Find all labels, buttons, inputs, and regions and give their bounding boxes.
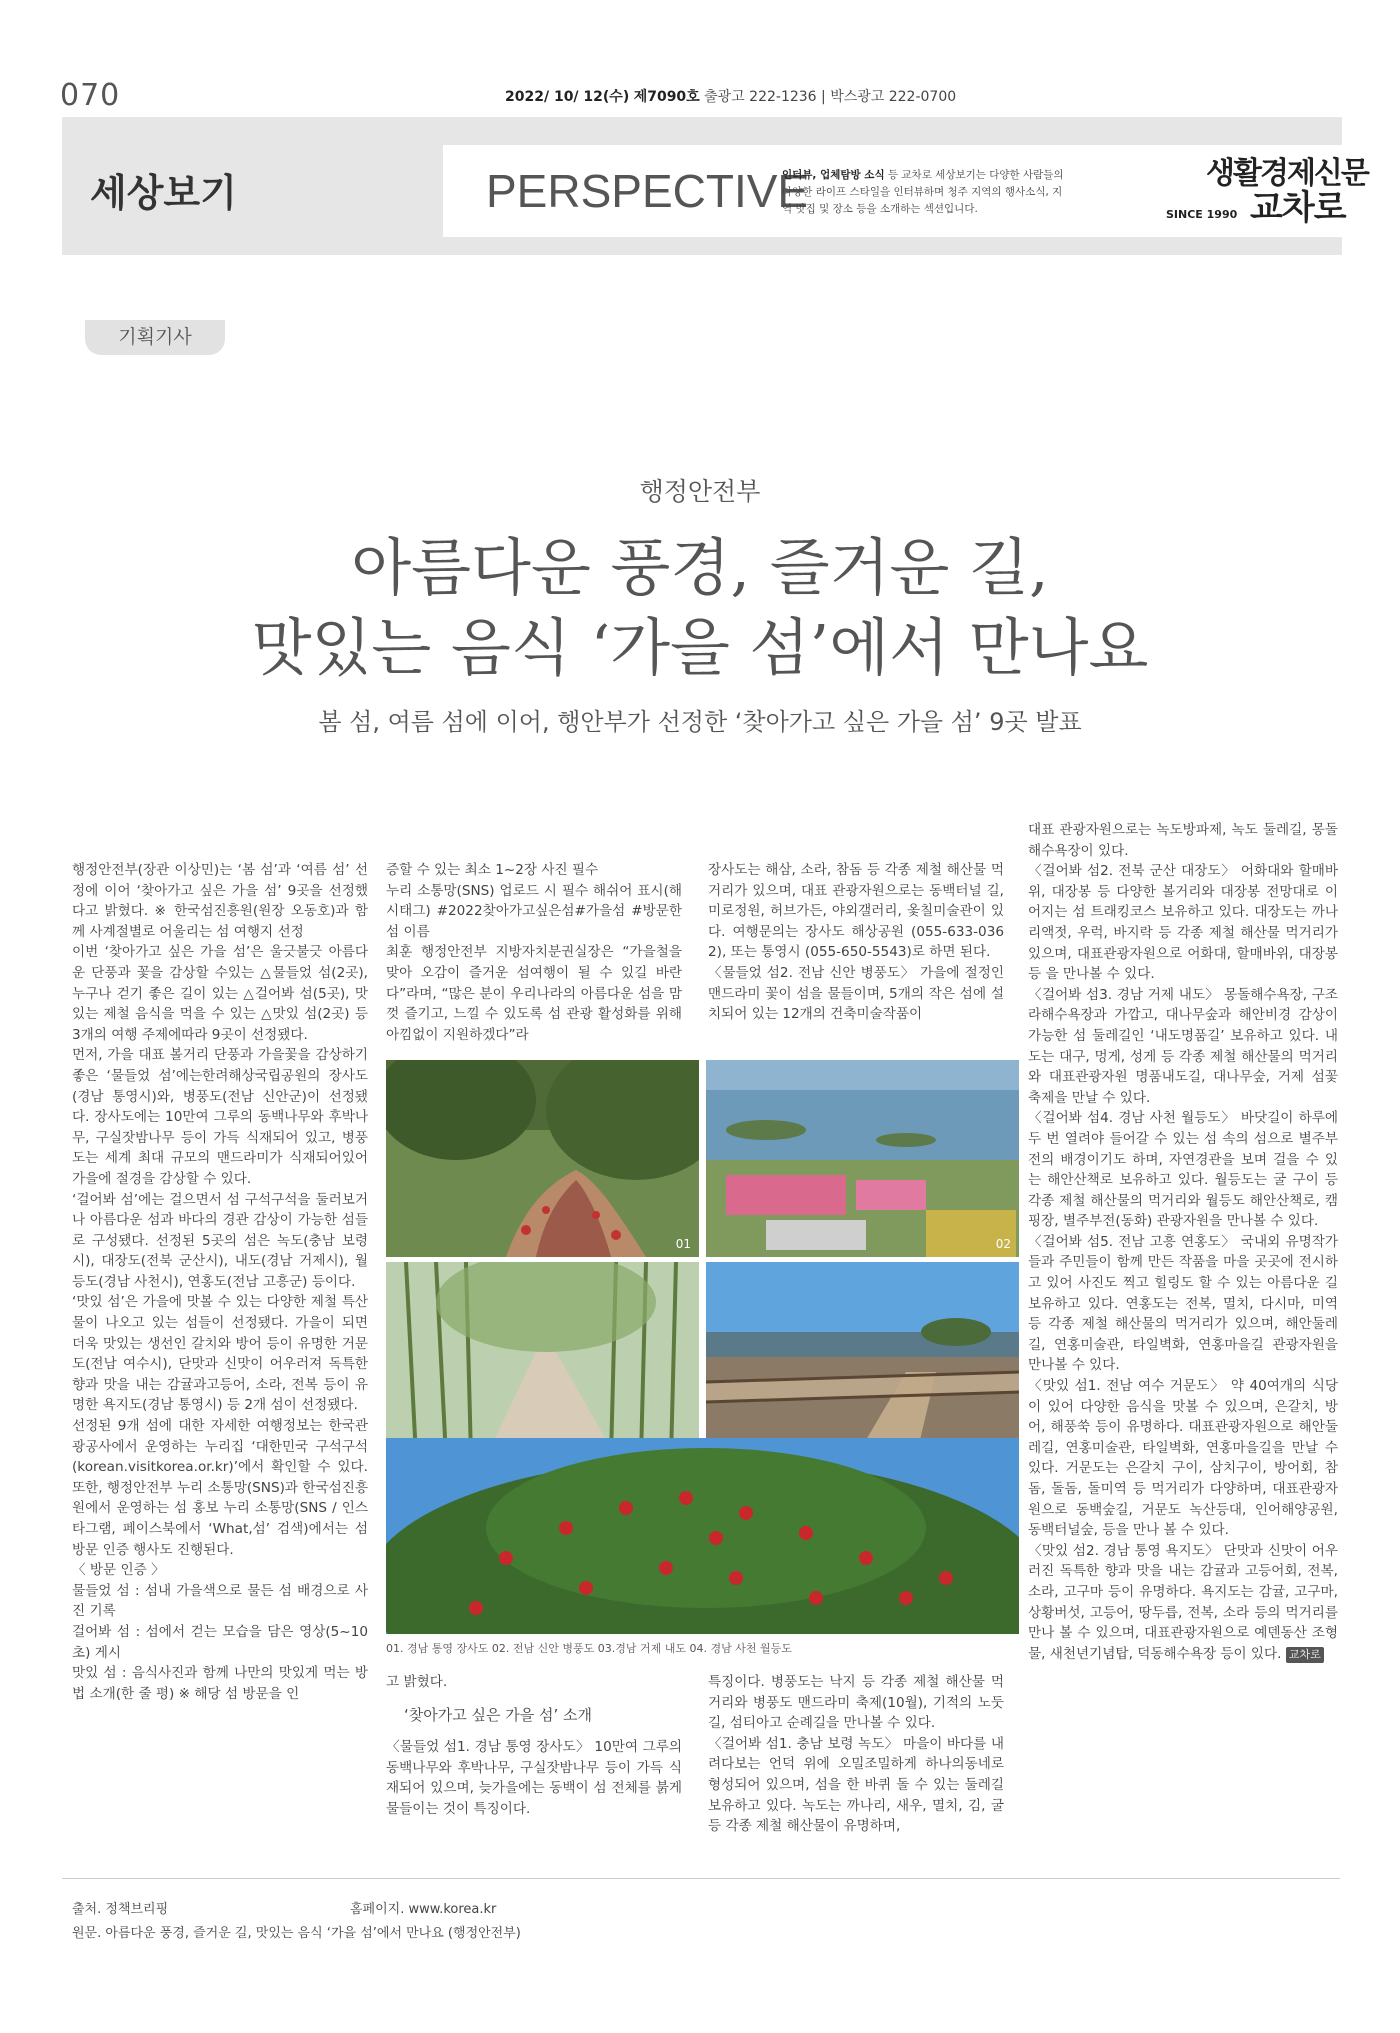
logo-tagline: 생활경제신문: [1206, 156, 1368, 191]
photo-jangsado-image: [386, 1060, 699, 1257]
paragraph: 물들었 섬 : 섬내 가을색으로 물든 섬 배경으로 사진 기록: [72, 1582, 368, 1620]
paragraph: 맛있 섬 : 음식사진과 함께 나만의 맛있게 먹는 방법 소개(한 줄 평) ※ 해당 섬 방문을 인: [72, 1665, 368, 1702]
article-column-3-bottom: [708, 1672, 1004, 1837]
footer-homepage: 홈페이지. www.korea.kr: [350, 1902, 497, 1917]
photo-byeongpungdo-image: [706, 1060, 1019, 1257]
headline-line-1: 아름다운 풍경, 즐거운 길,: [351, 531, 1049, 604]
article-headline: [0, 528, 1400, 688]
section-description-highlight: 인터뷰, 업체탐방 소식: [782, 169, 885, 181]
paragraph: 누리 소통망(SNS) 업로드 시 필수 해쉬어 표시(해시태그) #2022찾아가고싶은섬#가을섬 #방문한 섬 이름: [386, 882, 682, 940]
paragraph: 대표 관광자원으로는 녹도방파제, 녹도 둘레길, 몽돌해수욕장이 있다.: [1028, 822, 1338, 859]
headline-line-2: 맛있는 음식 ‘가을 섬’에서 만나요: [251, 611, 1149, 684]
photo-number: 02: [995, 1237, 1011, 1251]
paragraph: 먼저, 가을 대표 볼거리 단풍과 가을꽃을 감상하기 좋은 ‘물들었 섬’에는한려해상국립공원의 장사도(경남 통영시)와, 병풍도(전남 신안군)이 선정됐다. 장사도에는 10만여 그루의 동백나무와 후박나무, 구실잣밤나무 등이 가득 식재되어 있고, 병풍도는 세계 최대 규모의 맨드라미가 식재되어있어 가을에 절경을 감상할 수 있다.: [72, 1047, 368, 1187]
article-subheadline: 봄 섬, 여름 섬에 이어, 행안부가 선정한 ‘찾아가고 싶은 가을 섬’ 9곳 발표: [318, 708, 1082, 736]
section-description-text: 등 교차로 세상보기는 다양한 사람들의 다양한 라이프 스타일을 인터뷰하며 청주 지역의 행사소식, 지역 맛집 및 장소 등을 소개하는 섹션입니다.: [782, 169, 1064, 215]
paragraph: 걸어봐 섬 : 섬에서 걷는 모습을 담은 영상(5~10초) 게시: [72, 1623, 368, 1661]
paragraph: 〈물들었 섬1. 경남 통영 장사도〉 10만여 그루의 동백나무와 후박나무, 구실잣밤나무 등이 가득 식재되어 있으며, 늦가을에는 동백이 섬 전체를 붉게 물들이는 것이 특징이다.: [386, 1739, 682, 1817]
paragraph: 〈물들었 섬2. 전남 신안 병풍도〉 가을에 절정인 맨드라미 꽃이 섬을 물들이며, 5개의 작은 섬에 설치되어 있는 12개의 건축미술작품이: [708, 964, 1004, 1023]
article-column-4: [1028, 820, 1338, 1664]
paragraph: 〈걸어봐 섬5. 전남 고흥 연홍도〉 국내외 유명작가들과 주민들이 함께 만든 작품을 마을 곳곳에 전시하고 있어 사진도 찍고 힐링도 할 수 있는 아름다운 길 보유하고 있다. 연홍도는 전복, 멸치, 다시마, 미역 등 각종 제철 해산물의 먹거리가 있으며, 해안둘레길, 연홍미술관, 타일벽화, 연홍마을길 관광자원을 만나볼 수 있다.: [1028, 1233, 1338, 1374]
newspaper-logo: [1158, 148, 1368, 228]
logo-since: SINCE 1990: [1166, 208, 1238, 221]
section-description: [782, 167, 1072, 218]
paragraph: [1028, 1541, 1338, 1665]
issue-info: [505, 86, 956, 106]
page-number: 070: [60, 78, 121, 113]
end-mark-badge: 교차로: [1286, 1647, 1324, 1663]
paragraph: 최훈 행정안전부 지방자치분권실장은 “가을철을 맞아 오감이 즐거운 섬여행이 될 수 있길 바란다”라며, “많은 분이 우리나라의 아름다운 섬을 맘껏 즐기고, 느낄 수 있도록 섬 관광 활성화를 위해 아낌없이 지원하겠다”라: [386, 944, 682, 1043]
paragraph: 〈걸어봐 섬4. 경남 사천 월등도〉 바닷길이 하루에 두 번 열려야 들어갈 수 있는 섬 속의 섬으로 별주부전의 배경이기도 하며, 자연경관을 보며 걸을 수 있는 해안산책로 보유하고 있다. 월등도는 굴 구이 등 각종 제철 해산물의 먹거리와 월등도 해안산책로, 캠핑장, 별주부전(동화) 관광자원을 만나볼 수 있다.: [1028, 1110, 1338, 1230]
paragraph: 〈 방문 인증 〉: [72, 1562, 165, 1579]
footer-source: 출처. 정책브리핑: [72, 1902, 169, 1917]
article-column-3-top: [708, 860, 1004, 1025]
subsection-heading: ‘찾아가고 싶은 가을 섬’ 소개: [404, 1705, 592, 1724]
paragraph: 고 밝혔다.: [386, 1674, 448, 1690]
photo-woldeungdo: [706, 1262, 1019, 1457]
photo-number: 01: [675, 1237, 691, 1251]
paragraph: 〈맛있 섬1. 전남 여수 거문도〉 약 40여개의 식당이 있어 다양한 음식을 맛볼 수 있으며, 은갈치, 방어, 해풍쑥 등이 유명하다. 대표관광자원으로 해안둘레길, 연홍미술관, 타일벽화, 연홍마을길을 만날 수 있다. 거문도는 은갈치 구이, 삼치구이, 방어회, 참돔, 돌돔, 돌미역 등 먹거리가 다양하며, 대표관광자원으로 동백숲길, 거문도 녹산등대, 인어해양공원, 동백터널숲, 등을 만나 볼 수 있다.: [1028, 1378, 1338, 1539]
paragraph: 〈걸어봐 섬2. 전북 군산 대장도〉 어화대와 할매바위, 대장봉 등 다양한 볼거리와 대장봉 전망대로 이어지는 섬 트래킹코스 보유하고 있다. 대장도는 까나리액젓, 우럭, 바지락 등 각종 제철 해산물 먹거리가 있으며, 대표관광자원으로 어화대, 할매바위, 대장봉 등 을 만나볼 수 있다.: [1028, 863, 1338, 983]
article-column-2-bottom: [386, 1672, 682, 1820]
photo-naedo: [386, 1262, 699, 1457]
issue-number: 제7090호: [633, 89, 700, 105]
article-column-2-top: [386, 860, 682, 1045]
footer-original: 원문. 아름다운 풍경, 즐거운 길, 맛있는 음식 ‘가을 섬’에서 만나요 (행정안전부): [72, 1926, 521, 1941]
footer-divider: [62, 1878, 1340, 1879]
issue-date: 2022/ 10/ 12(수): [505, 89, 630, 105]
paragraph: ‘맛있 섬’은 가을에 맛볼 수 있는 다양한 제철 특산물이 나오고 있는 섬들이 선정됐다. 가을이 되면 더욱 맛있는 생선인 갈치와 방어 등이 유명한 거문도(전남 여수시), 단맛과 신맛이 어우러져 독특한 향과 맛을 내는 감귤과고등어, 소라, 전복 등이 유명한 욕지도(경남 통영시) 등 2개 섬이 선정됐다.: [72, 1294, 368, 1414]
logo-name: 교차로: [1250, 188, 1346, 228]
section-title: 세상보기: [90, 171, 237, 215]
issue-ad-contact: 출광고 222-1236 | 박스광고 222-0700: [704, 89, 957, 105]
paragraph: 〈걸어봐 섬1. 충남 보령 녹도〉 마을이 바다를 내려다보는 언덕 위에 오밀조밀하게 하나의동네로 형성되어 있으며, 섬을 한 바퀴 돌 수 있는 둘레길 보유하고 있다. 녹도는 까나리, 새우, 멸치, 김, 굴 등 각종 제철 해산물이 유명하며,: [708, 1735, 1004, 1835]
paragraph: 특징이다. 병풍도는 낙지 등 각종 제철 해산물 먹거리와 병풍도 맨드라미 축제(10월), 기적의 노둣길, 섬티아고 순례길을 만나볼 수 있다.: [708, 1674, 1004, 1732]
photo-byeongpungdo: [706, 1060, 1019, 1257]
paragraph: ‘걸어봐 섬’에는 걸으면서 섬 구석구석을 둘러보거나 아름다운 섬과 바다의 경관 감상이 가능한 섬들로 구성됐다. 선정된 5곳의 섬은 녹도(충남 보령시), 대장도(전북 군산시), 내도(경남 거제시), 월등도(경남 사천시), 연홍도(전남 고흥군) 등이다.: [72, 1191, 368, 1290]
paragraph: 이번 ‘찾아가고 싶은 가을 섬’은 울긋불긋 아름다운 단풍과 꽃을 감상할 수있는 △물들었 섬(2곳), 누구나 걷기 좋은 길이 있는 △걸어봐 섬(5곳), 맛있는 제철 음식을 먹을 수 있는 △맛있 섬(2곳) 등 3개의 여행 주제에따라 9곳이 선정됐다.: [72, 944, 368, 1043]
paragraph: 선정된 9개 섬에 대한 자세한 여행정보는 한국관광공사에서 운영하는 누리집 ‘대한민국 구석구석(korean.visitkorea.or.kr)’에서 확인할 수 있다. 또한, 행정안전부 누리 소통망(SNS)과 한국섬진흥원에서 운영하는 섬 홍보 누리 소통망(SNS / 인스타그램, 페이스북에서 ‘What,섬’ 검색)에서는 섬 방문 인증 행사도 진행된다.: [72, 1418, 369, 1558]
article-column-1: [72, 860, 368, 1704]
paragraph: 〈걸어봐 섬3. 경남 거제 내도〉 몽돌해수욕장, 구조라해수욕장과 가깝고, 대나무숲과 해안비경 감상이 가능한 섬 둘레길인 ‘내도명품길’ 보유하고 있다. 내도는 대구, 멍게, 성게 등 각종 제철 해산물의 먹거리와 대표관광자원 명품내도길, 대나무숲, 거제 섬꽃 축제을 만날 수 있다.: [1028, 986, 1338, 1106]
paragraph: 행정안전부(장관 이상민)는 ‘봄 섬’과 ‘여름 섬’ 선정에 이어 ‘찾아가고 싶은 가을 섬’ 9곳을 선정했다고 밝혔다. ※ 한국섬진흥원(원장 오동호)과 함께 사계절별로 어울리는 섬 여행지 선정: [72, 862, 368, 940]
photo-naedo-image: [386, 1262, 699, 1457]
perspective-title: PERSPECTIVE: [486, 165, 809, 217]
photo-camellia-image: [386, 1438, 1019, 1634]
photo-camellia: [386, 1438, 1019, 1634]
article-category-tag: 기획기사: [85, 320, 225, 355]
paragraph: 증할 수 있는 최소 1~2장 사진 필수: [386, 862, 599, 878]
photo-woldeungdo-image: [706, 1262, 1019, 1457]
paragraph: 장사도는 해삼, 소라, 참돔 등 각종 제철 해산물 먹거리가 있으며, 대표 관광자원으로는 동백터널 길, 미로정원, 허브가든, 야외갤러리, 옻칠미술관이 있다. 여행문의는 장사도 해상공원 (055-633-0362), 또는 통영시 (055-650-5543)로 하면 된다.: [708, 862, 1004, 961]
photo-jangsado: [386, 1060, 699, 1257]
article-kicker: 행정안전부: [639, 477, 761, 506]
photo-caption: 01. 경남 통영 장사도 02. 전남 신안 병풍도 03.경남 거제 내도 04. 경남 사천 월등도: [386, 1642, 792, 1655]
paragraph-text: 〈맛있 섬2. 경남 통영 욕지도〉 단맛과 신맛이 어우러진 독특한 향과 맛을 내는 감귤과 고등어회, 전복, 소라, 고구마 등이 유명하다. 욕지도는 감귤, 고구마, 상황버섯, 고등어, 땅두릅, 전복, 소라 등의 먹거리를 만나 볼 수 있으며, 대표관광자원으로 예덴동산 조형물, 새천년기념탑, 덕동해수욕장 등이 있다.: [1028, 1542, 1338, 1662]
